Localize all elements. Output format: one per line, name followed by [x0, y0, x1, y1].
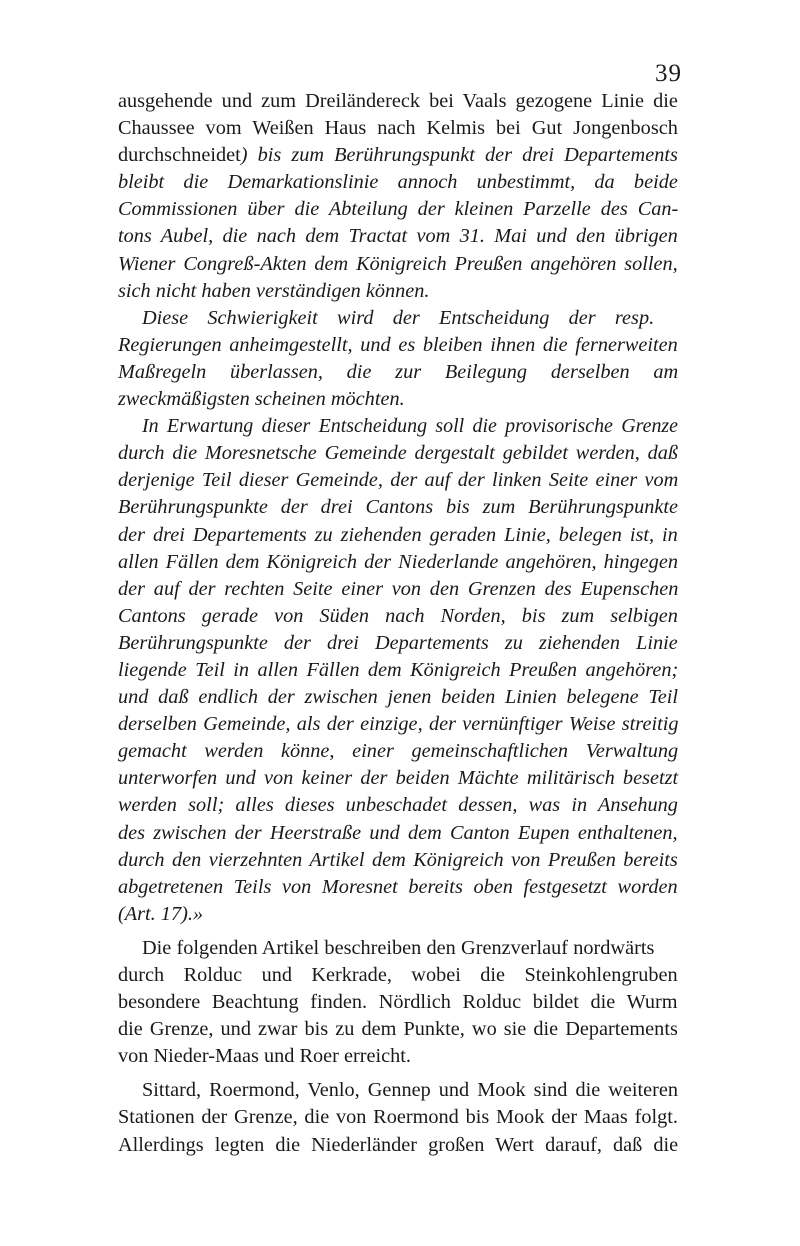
- text-line: [118, 386, 678, 413]
- paragraph-gap: [118, 928, 678, 935]
- text-line-content: bleibt die Demarkationslinie annoch unbestimmt, da beide: [118, 171, 678, 194]
- text-line: [118, 820, 678, 847]
- text-line: [118, 223, 678, 250]
- text-line-content: durch den vierzehnten Artikel dem Königreich von Preußen bereits: [118, 848, 678, 871]
- text-line: [118, 359, 678, 386]
- text-line: [118, 792, 678, 819]
- text-line-content: die Grenze, und zwar bis zu dem Punkte, wo sie die Departements: [118, 1018, 678, 1041]
- text-line-content: und daß endlich der zwischen jenen beiden Linien belegene Teil: [118, 686, 679, 709]
- text-line-content: Sittard, Roermond, Venlo, Gennep und Mook sind die weiteren: [142, 1079, 678, 1102]
- text-line: [118, 576, 678, 603]
- text-line: [118, 684, 678, 711]
- text-line-content: allen Fällen dem Königreich der Niederlande angehören, hingegen: [118, 550, 678, 573]
- text-line: [118, 332, 678, 359]
- text-line: [118, 278, 678, 305]
- text-line: [118, 467, 678, 494]
- text-line: [118, 847, 678, 874]
- text-line: [118, 142, 678, 169]
- text-line-content: gemacht werden könne, einer gemeinschaftlichen Verwaltung: [118, 740, 679, 763]
- text-line: [118, 738, 678, 765]
- text-line-content: des zwischen der Heerstraße und dem Canton Eupen enthaltenen,: [118, 821, 678, 844]
- text-line: [118, 962, 678, 989]
- body-text: [118, 88, 678, 1159]
- text-line-content: (Art. 17).»: [118, 902, 204, 925]
- text-line: [118, 251, 678, 278]
- text-line-content: abgetretenen Teils von Moresnet bereits oben festgesetzt worden: [118, 875, 678, 898]
- text-line-content: derjenige Teil dieser Gemeinde, der auf der linken Seite einer vom: [118, 469, 679, 492]
- text-line-content: der auf der rechten Seite einer von den Grenzen des Eupenschen: [118, 577, 679, 600]
- text-line: [118, 522, 678, 549]
- text-line-content: Allerdings legten die Niederländer großen Wert darauf, daß die: [118, 1133, 679, 1156]
- text-line: [118, 989, 678, 1016]
- text-line-content: Wiener Congreß-Akten dem Königreich Preußen angehören sollen,: [118, 252, 678, 275]
- text-line: [118, 1132, 678, 1159]
- text-line: [118, 494, 678, 521]
- text-line: [118, 711, 678, 738]
- page-number: 39: [655, 60, 682, 87]
- text-line: [118, 765, 678, 792]
- text-line-content: Regierungen anheimgestellt, und es bleiben ihnen die fernerweiten: [118, 333, 678, 356]
- text-line: [118, 1077, 678, 1104]
- text-line-content: der drei Departements zu ziehenden geraden Linie, belegen ist, in: [118, 523, 678, 546]
- text-line-content: durch Rolduc und Kerkrade, wobei die Steinkohlengruben: [118, 964, 678, 986]
- text-line: [118, 196, 678, 223]
- text-line-content: Die folgenden Artikel beschreiben den Grenzverlauf nordwärts: [142, 936, 655, 959]
- text-line: [118, 305, 678, 332]
- text-line: [118, 657, 678, 684]
- text-line: [118, 1043, 678, 1070]
- text-line-content: Commissionen über die Abteilung der kleinen Parzelle des Can-: [118, 198, 679, 221]
- text-line-content: werden soll; alles dieses unbeschadet dessen, was in Ansehung: [118, 794, 678, 817]
- text-line: [118, 169, 678, 196]
- text-line: [118, 874, 678, 901]
- text-line-content: von Nieder-Maas und Roer erreicht.: [118, 1045, 411, 1068]
- text-line: [118, 549, 678, 576]
- text-line-content: Diese Schwierigkeit wird der Entscheidung der resp.: [142, 306, 655, 329]
- text-line-content: unterworfen und von keiner der beiden Mächte militärisch besetzt: [118, 767, 679, 790]
- text-line-content: durchschneidet: [118, 144, 241, 167]
- text-line-italic-tail: ) bis zum Berührungspunkt der drei Departements: [240, 144, 678, 167]
- text-line-content: liegende Teil in allen Fällen dem Königreich Preußen angehören;: [118, 658, 679, 681]
- text-line: [118, 1016, 678, 1043]
- text-line-content: durch die Moresnetsche Gemeinde dergestalt gebildet werden, daß: [118, 442, 679, 465]
- text-line-content: Stationen der Grenze, die von Roermond bis Mook der Maas folgt.: [118, 1106, 678, 1129]
- paragraph-gap: [118, 1070, 678, 1077]
- text-line: [118, 440, 678, 467]
- text-line-content: Berührungspunkte der drei Departements zu ziehenden Linie: [118, 631, 678, 654]
- text-line: [118, 88, 678, 115]
- text-line: [118, 115, 678, 142]
- text-line-content: derselben Gemeinde, als der einzige, der vernünftiger Weise streitig: [118, 713, 679, 736]
- text-line-content: ausgehende und zum Dreiländereck bei Vaals gezogene Linie die: [118, 90, 678, 112]
- text-line-content: tons Aubel, die nach dem Tractat vom 31. Mai und den übrigen: [118, 225, 678, 248]
- text-line: [118, 413, 678, 440]
- text-line-content: besondere Beachtung finden. Nördlich Rolduc bildet die Wurm: [118, 991, 678, 1014]
- text-line-content: In Erwartung dieser Entscheidung soll die provisorische Grenze: [142, 415, 678, 438]
- text-line-content: zweckmäßigsten scheinen möchten.: [118, 388, 405, 411]
- text-line: [118, 935, 678, 962]
- text-line-content: Chaussee vom Weißen Haus nach Kelmis bei Gut Jongenbosch: [118, 117, 678, 140]
- text-line: [118, 901, 678, 928]
- text-line: [118, 1104, 678, 1131]
- text-line: [118, 603, 678, 630]
- text-line: [118, 630, 678, 657]
- text-line-content: sich nicht haben verständigen können.: [118, 279, 430, 302]
- text-line-content: Cantons gerade von Süden nach Norden, bis zum selbigen: [118, 604, 678, 627]
- text-line-content: Maßregeln überlassen, die zur Beilegung derselben am: [118, 360, 679, 383]
- text-line-content: Berührungspunkte der drei Cantons bis zum Berührungspunkte: [118, 496, 678, 519]
